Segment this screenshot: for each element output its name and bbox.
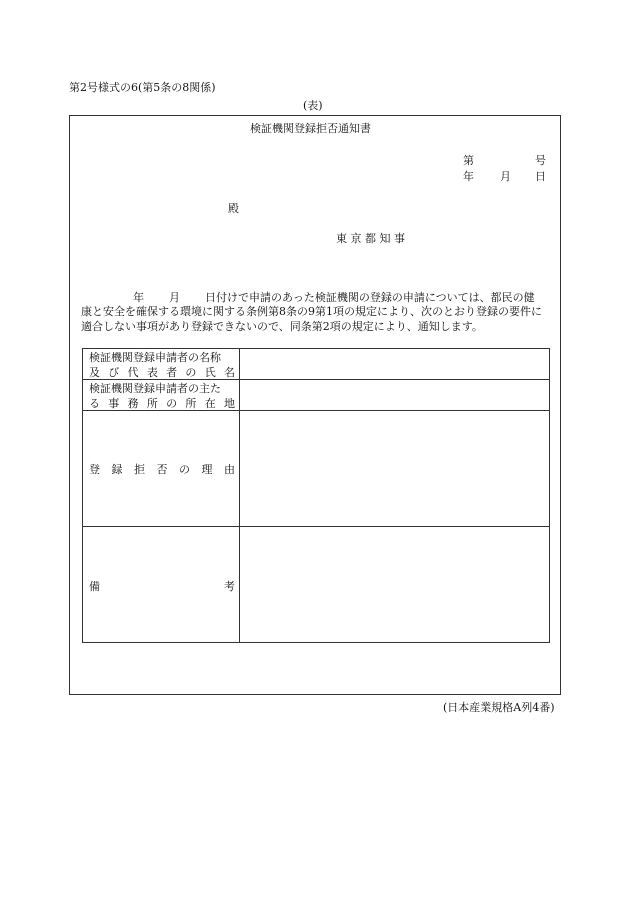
form-number: 第2号様式の6(第5条の8関係) (69, 81, 216, 94)
date-label-year: 年 (463, 170, 474, 183)
applicant-name-label-line2: 及 び 代 表 者 の 氏 名 (89, 366, 235, 379)
side-label: (表) (303, 99, 323, 112)
refusal-reason-label: 登 録 拒 否 の 理 由 (89, 463, 235, 476)
applicant-office-label-line2: る 事 務 所 の 所 在 地 (89, 397, 235, 410)
body-month-label: 月 (169, 291, 180, 304)
body-year-label: 年 (133, 291, 144, 304)
number-label-go: 号 (535, 154, 546, 167)
issuer-name: 東 京 都 知 事 (336, 232, 405, 245)
document-title: 検証機関登録拒否通知書 (250, 122, 371, 135)
date-label-day: 日 (535, 170, 546, 183)
applicant-name-label (89, 350, 235, 380)
body-line-1: 日付けで申請のあった検証機関の登録の申請については、都民の健 (205, 291, 535, 304)
number-label-dai: 第 (463, 154, 474, 167)
paper-size-note: (日本産業規格A列4番) (443, 701, 555, 714)
body-line-2: 康と安全を確保する環境に関する条例第8条の9第1項の規定により、次のとおり登録の要件に (81, 305, 542, 318)
info-table (82, 348, 550, 643)
body-line-3: 適合しない事項があり登録できないので、同条第2項の規定により、通知します。 (81, 320, 483, 333)
addressee-suffix: 殿 (228, 202, 239, 215)
applicant-name-label-line1: 検証機関登録申請者の名称 (89, 351, 221, 364)
date-label-month: 月 (500, 170, 511, 183)
remarks-label: 備 考 (89, 580, 235, 593)
applicant-office-label-line1: 検証機関登録申請者の主た (89, 382, 221, 395)
applicant-office-label (89, 381, 235, 411)
